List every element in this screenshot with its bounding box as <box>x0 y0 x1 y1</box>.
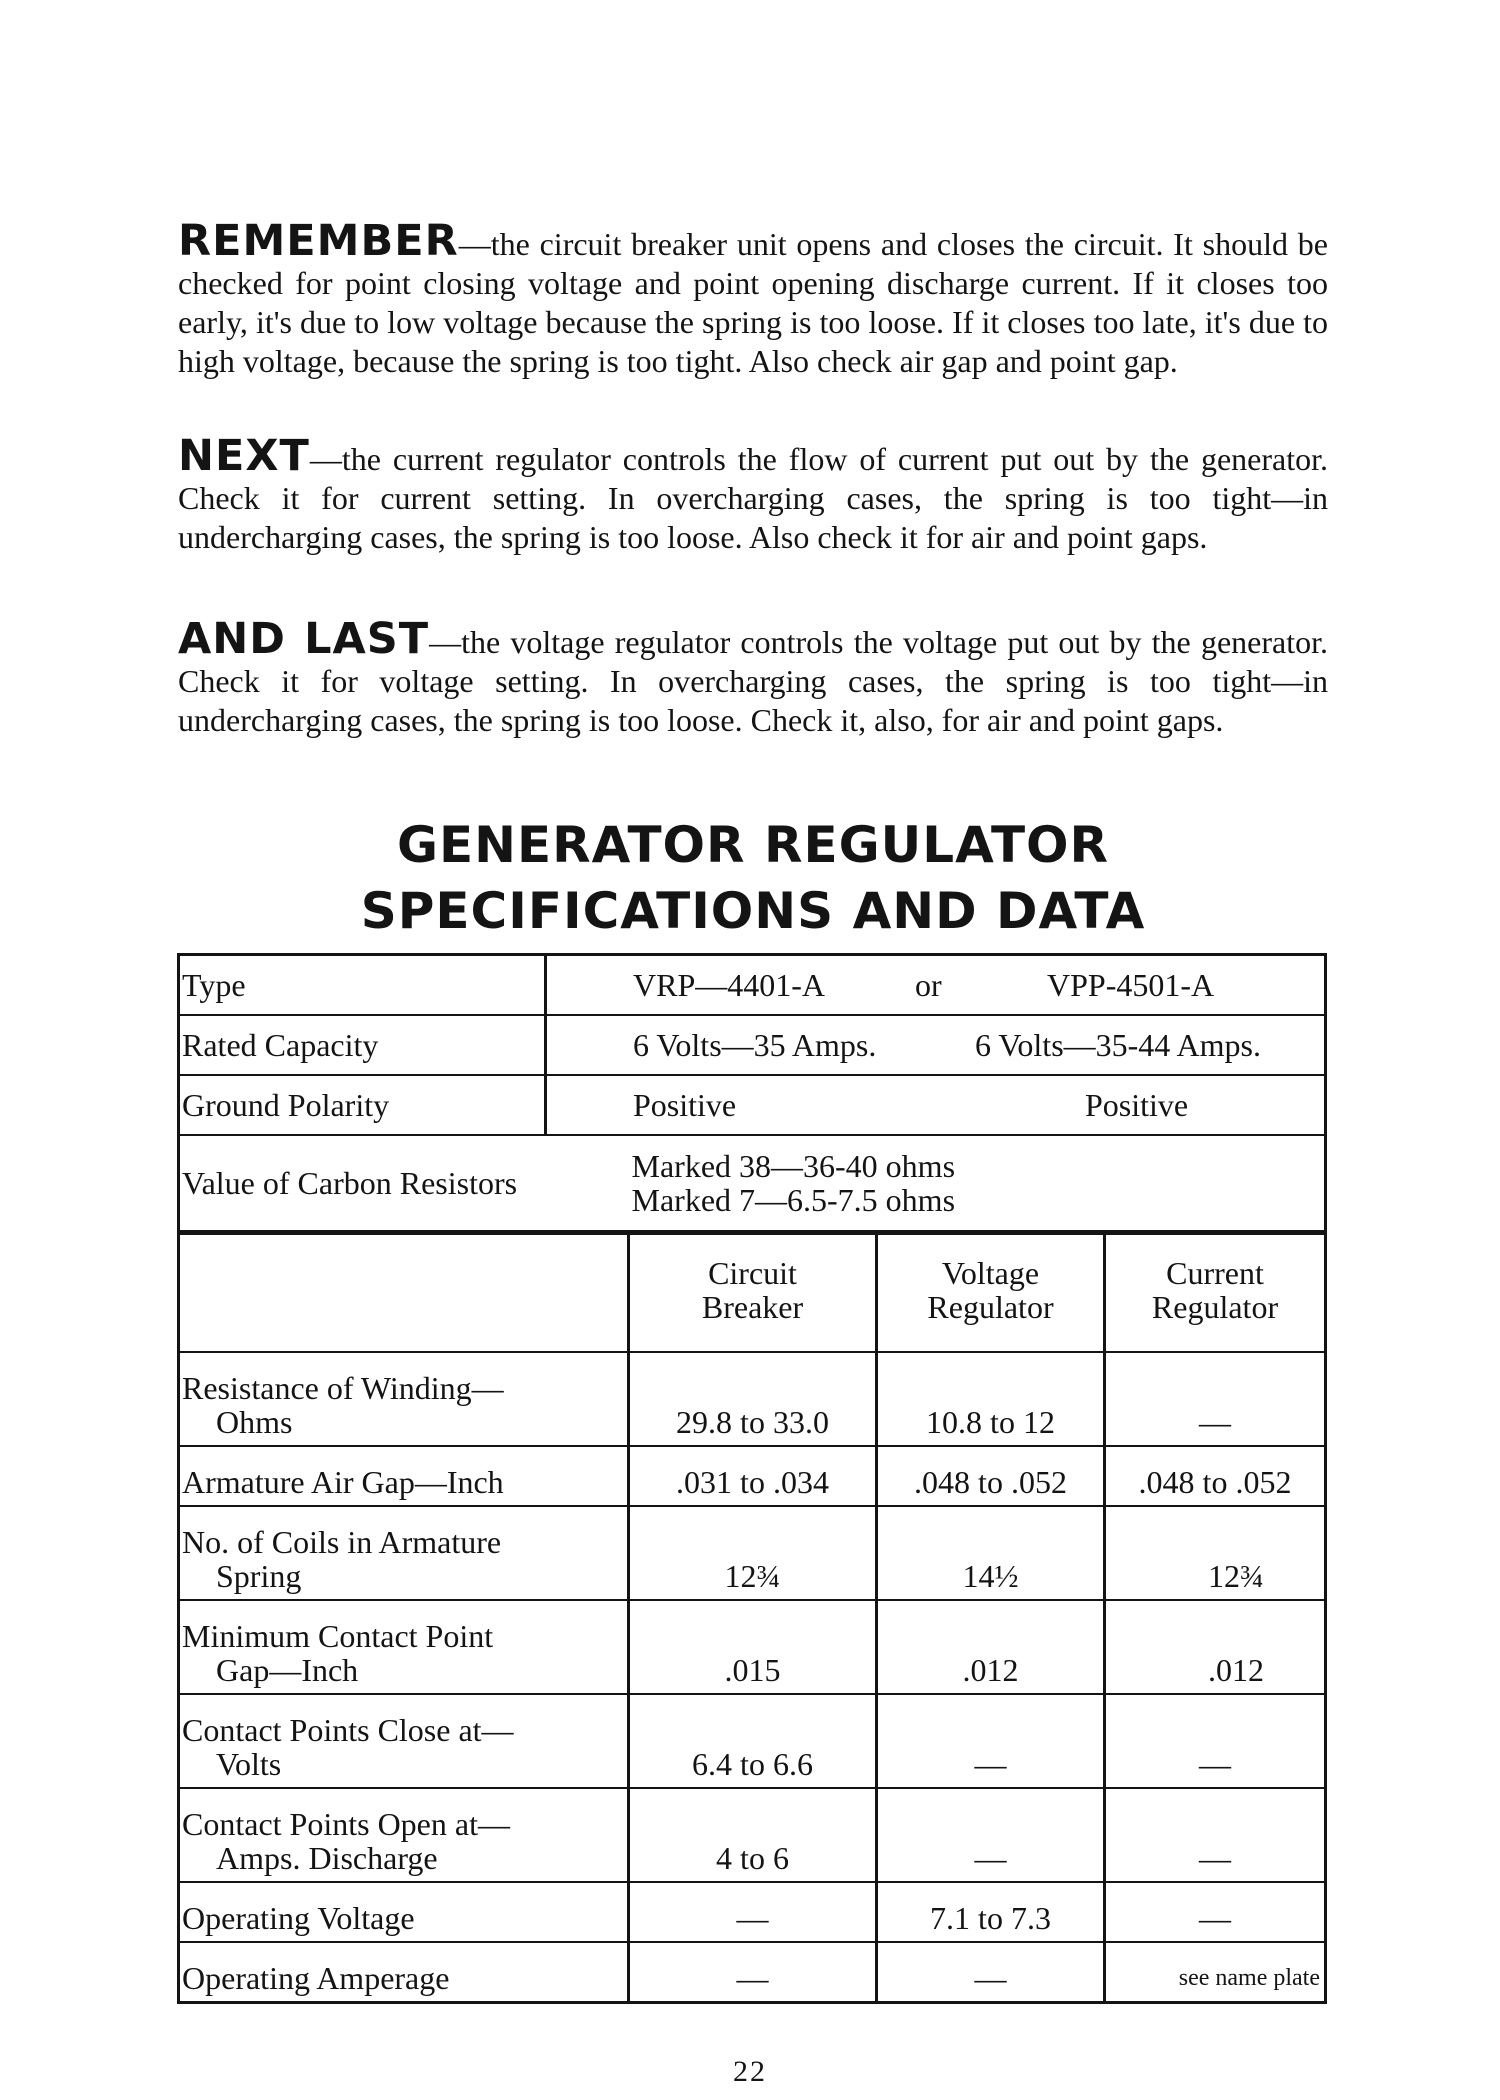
spec-row-carbon-resistors <box>179 1135 1326 1232</box>
data-header-blank <box>179 1234 629 1353</box>
spec-value-carbon-resistors <box>546 1135 1326 1232</box>
spec-row-type <box>179 955 1326 1016</box>
keyword-and-last: AND LAST <box>178 614 430 664</box>
page-number: 22 <box>733 2055 767 2088</box>
cell-current-regulator: see name plate <box>1105 1942 1326 2003</box>
cell-circuit-breaker: .031 to .034 <box>629 1446 877 1506</box>
row-label: Operating Amperage <box>182 1960 450 1996</box>
cell-voltage-regulator: .048 to .052 <box>877 1446 1105 1506</box>
cell-current-regulator: 12¾ <box>1105 1506 1326 1600</box>
cell-circuit-breaker: 29.8 to 33.0 <box>629 1352 877 1446</box>
row-label: No. of Coils in Armature Spring <box>179 1506 629 1600</box>
paragraph-next-text: —the current regulator controls the flow of current put out by the generator. Check it for current setting. In overcharging cases, the spring is too tight—in undercharging cases, the spring is too loose. Also check it for air and point gaps. <box>178 441 1328 555</box>
row-label: Operating Voltage <box>179 1882 629 1942</box>
keyword-next: NEXT <box>178 431 310 481</box>
ground-polarity-value-a: Positive <box>633 1087 737 1123</box>
cell-current-regulator: — <box>1105 1788 1326 1882</box>
cell-voltage-regulator: — <box>877 1942 1105 2003</box>
spec-value-rated-capacity <box>546 1015 1326 1075</box>
cell-circuit-breaker: .015 <box>629 1600 877 1694</box>
type-connector: or <box>915 967 942 1003</box>
column-header-circuit-breaker: Circuit Breaker <box>629 1234 877 1353</box>
row-label: Armature Air Gap—Inch <box>179 1446 629 1506</box>
spec-value-ground-polarity <box>546 1075 1326 1135</box>
spec-value-type <box>546 955 1326 1016</box>
cell-current-regulator: — <box>1105 1882 1326 1942</box>
carbon-resistors-line-1: Marked 38—36-40 ohms <box>631 1148 956 1184</box>
paragraph-remember <box>178 216 1328 381</box>
spec-label-rated-capacity: Rated Capacity <box>179 1015 546 1075</box>
spec-label-ground-polarity: Ground Polarity <box>179 1075 546 1135</box>
heading-line-2: SPECIFICATIONS AND DATA <box>360 882 1146 940</box>
heading-line-1: GENERATOR REGULATOR <box>396 816 1110 874</box>
carbon-resistors-line-2: Marked 7—6.5-7.5 ohms <box>631 1182 956 1218</box>
type-value-b: VPP-4501-A <box>1047 967 1215 1003</box>
row-label: Resistance of Winding— Ohms <box>179 1352 629 1446</box>
cell-current-regulator: .012 <box>1105 1600 1326 1694</box>
cell-voltage-regulator: .012 <box>877 1600 1105 1694</box>
table-row <box>179 1506 1326 1600</box>
cell-voltage-regulator: 7.1 to 7.3 <box>877 1882 1105 1942</box>
table-row <box>179 1352 1326 1446</box>
paragraph-next <box>178 431 1328 557</box>
cell-voltage-regulator: — <box>877 1694 1105 1788</box>
spec-row-ground-polarity <box>179 1075 1326 1135</box>
type-value-a: VRP—4401-A <box>633 967 826 1003</box>
paragraph-and-last <box>178 614 1328 740</box>
cell-circuit-breaker: — <box>629 1882 877 1942</box>
column-header-current-regulator: Current Regulator <box>1105 1234 1326 1353</box>
table-row <box>179 1882 1326 1942</box>
cell-circuit-breaker: 12¾ <box>629 1506 877 1600</box>
data-header-row <box>179 1234 1326 1353</box>
rated-capacity-value-a: 6 Volts—35 Amps. <box>633 1027 877 1063</box>
paragraph-remember-text: —the circuit breaker unit opens and closes the circuit. It should be checked for point closing voltage and point opening discharge current. If it closes too early, it's due to low voltage because the spring is too loose. If it closes too late, it's due to high voltage, because the spring is too tight. Also check air gap and point gap. <box>178 226 1328 379</box>
row-label: Contact Points Close at— Volts <box>179 1694 629 1788</box>
cell-voltage-regulator: 14½ <box>877 1506 1105 1600</box>
paragraph-and-last-text: —the voltage regulator controls the voltage put out by the generator. Check it for voltage setting. In overcharging cases, the spring is too tight—in undercharging cases, the spring is too loose. Check it, also, for air and point gaps. <box>178 624 1328 738</box>
cell-circuit-breaker: 4 to 6 <box>629 1788 877 1882</box>
keyword-remember: REMEMBER <box>178 216 459 266</box>
spec-table <box>177 953 1327 1233</box>
regulator-data-table <box>177 1232 1327 2004</box>
cell-circuit-breaker: 6.4 to 6.6 <box>629 1694 877 1788</box>
cell-current-regulator: — <box>1105 1352 1326 1446</box>
row-label: Contact Points Open at— Amps. Discharge <box>179 1788 629 1882</box>
cell-voltage-regulator: — <box>877 1788 1105 1882</box>
spec-label-carbon-resistors: Value of Carbon Resistors <box>182 1165 518 1201</box>
spec-row-rated-capacity <box>179 1015 1326 1075</box>
table-row <box>179 1694 1326 1788</box>
cell-current-regulator: .048 to .052 <box>1105 1446 1326 1506</box>
ground-polarity-value-b: Positive <box>1085 1087 1189 1123</box>
cell-voltage-regulator: 10.8 to 12 <box>877 1352 1105 1446</box>
row-label: Minimum Contact Point Gap—Inch <box>179 1600 629 1694</box>
table-row <box>179 1942 1326 2003</box>
spec-label-type: Type <box>179 955 546 1016</box>
cell-circuit-breaker: — <box>629 1942 877 2003</box>
column-header-voltage-regulator: Voltage Regulator <box>877 1234 1105 1353</box>
section-heading <box>178 812 1328 944</box>
table-row <box>179 1600 1326 1694</box>
rated-capacity-value-b: 6 Volts—35-44 Amps. <box>975 1027 1261 1063</box>
table-row <box>179 1788 1326 1882</box>
table-row <box>179 1446 1326 1506</box>
cell-current-regulator: — <box>1105 1694 1326 1788</box>
